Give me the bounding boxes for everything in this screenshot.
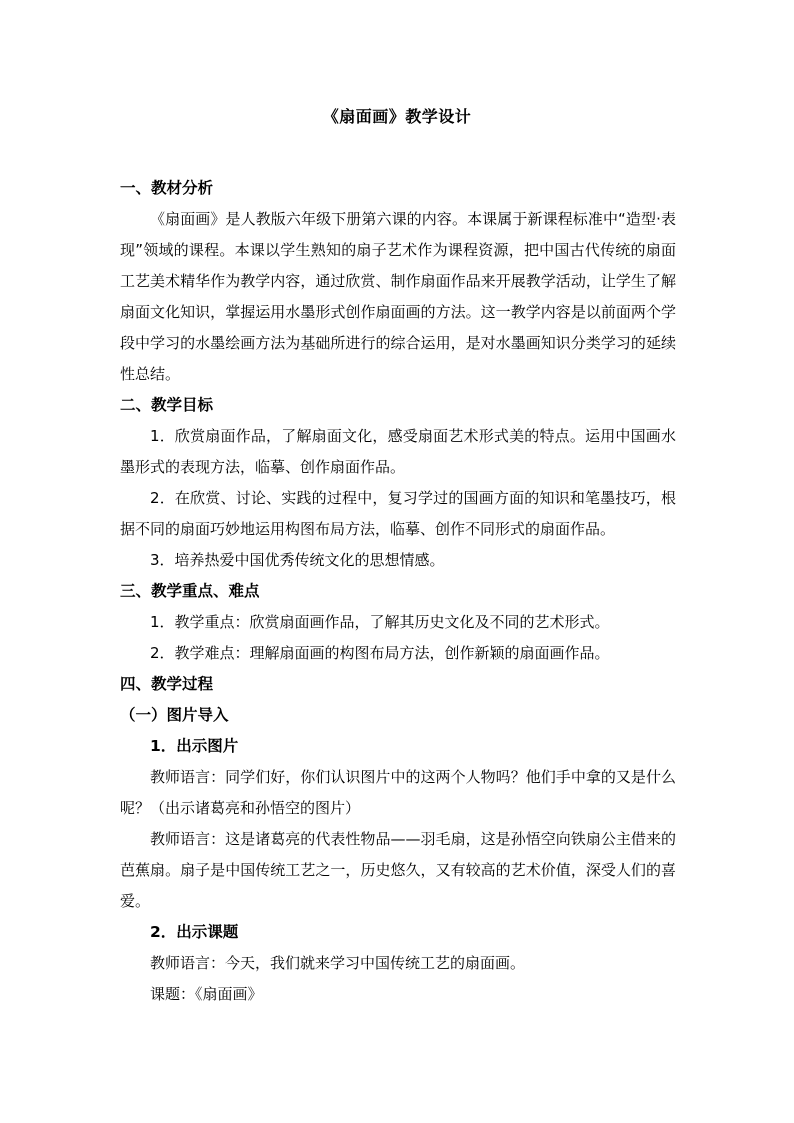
step-2-paragraph-1: 教师语言：今天，我们就来学习中国传统工艺的扇面画。 bbox=[150, 954, 526, 972]
materials-analysis-paragraph: 《扇面画》是人教版六年级下册第六课的内容。本课属于新课程标准中“造型·表现”领域的课程。本课以学生熟知的扇子艺术作为课程资源，把中国古代传统的扇面工艺美术精华作为教学内容，通过欣赏、制作扇面作品来开展教学活动，让学生了解扇面文化知识，掌握运用水墨形式创作扇面画的方法。这一教学内容是以前面两个学段中学习的水墨绘画方法为基础所进行的综合运用，是对水墨画知识分类学习的延续性总结。 bbox=[120, 210, 676, 383]
step-1-paragraph-2: 教师语言：这是诸葛亮的代表性物品——羽毛扇，这是孙悟空向铁扇公主借来的芭蕉扇。扇子是中国传统工艺之一，历史悠久，又有较高的艺术价值，深受人们的喜爱。 bbox=[120, 830, 676, 910]
key-point-item-1: 1．教学重点：欣赏扇面画作品，了解其历史文化及不同的艺术形式。 bbox=[150, 613, 610, 631]
step-1-paragraph-1: 教师语言：同学们好，你们认识图片中的这两个人物吗？他们手中拿的又是什么呢？（出示诸葛亮和孙悟空的图片） bbox=[120, 768, 676, 817]
objective-item-2: 2．在欣赏、讨论、实践的过程中，复习学过的国画方面的知识和笔墨技巧，根据不同的扇面巧妙地运用构图布局方法，临摹、创作不同形式的扇面作品。 bbox=[120, 489, 676, 538]
section-heading-key-points: 三、教学重点、难点 bbox=[120, 582, 260, 600]
subheading-image-introduction: （一）图片导入 bbox=[120, 706, 229, 724]
step-2-paragraph-2: 课题：《扇面画》 bbox=[150, 985, 263, 1003]
document-title: 《扇面画》教学设计 bbox=[322, 107, 472, 126]
document-body bbox=[120, 173, 676, 1010]
section-heading-materials-analysis: 一、教材分析 bbox=[120, 179, 214, 197]
step-title-show-topic: 2．出示课题 bbox=[150, 923, 239, 941]
section-heading-teaching-objectives: 二、教学目标 bbox=[120, 396, 214, 414]
section-heading-teaching-process: 四、教学过程 bbox=[120, 675, 214, 693]
key-point-item-2: 2．教学难点：理解扇面画的构图布局方法，创作新颖的扇面画作品。 bbox=[150, 644, 610, 662]
objective-item-3: 3．培养热爱中国优秀传统文化的思想情感。 bbox=[150, 551, 445, 569]
step-title-show-images: 1．出示图片 bbox=[150, 737, 239, 755]
objective-item-1: 1．欣赏扇面作品，了解扇面文化，感受扇面艺术形式美的特点。运用中国画水墨形式的表现方法，临摹、创作扇面作品。 bbox=[120, 427, 676, 476]
